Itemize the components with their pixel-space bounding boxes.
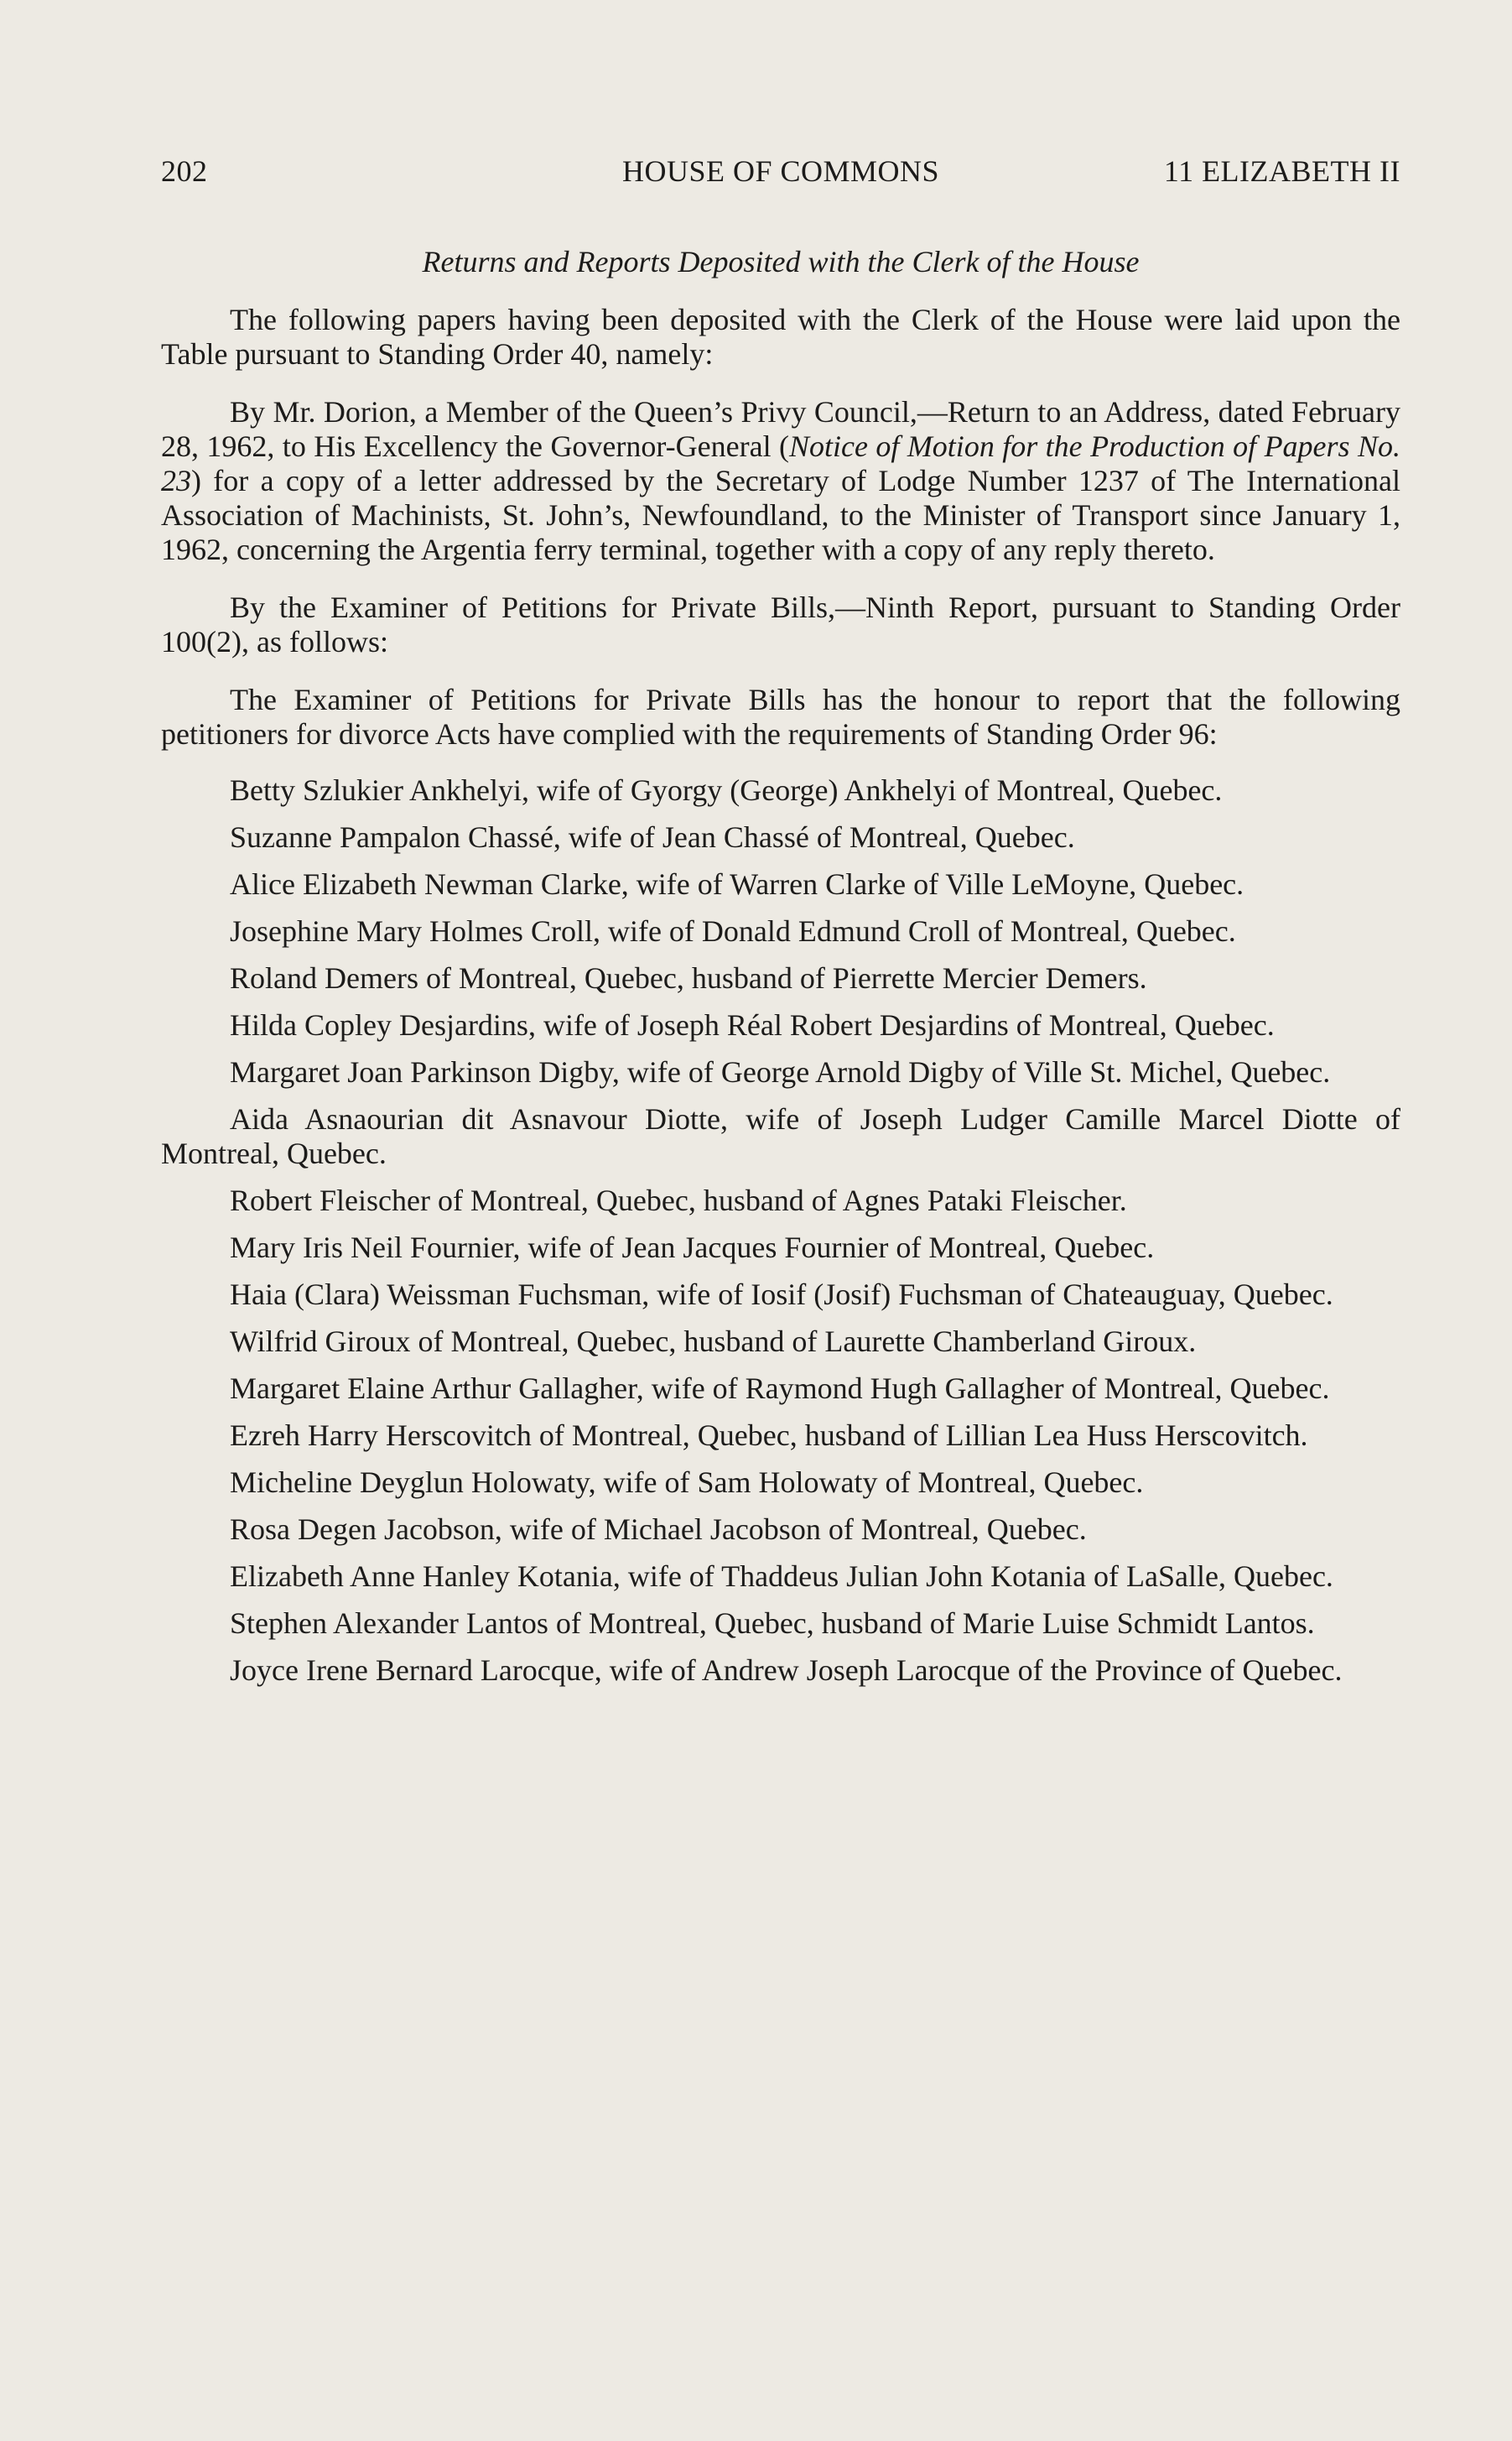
- section-title: Returns and Reports Deposited with the Clerk of the House: [422, 245, 1140, 278]
- intro-paragraph: The following papers having been deposited with the Clerk of the House were laid upon the Table pursuant to Standing Order 40, namely:: [161, 303, 1400, 371]
- petitioner-entry: Stephen Alexander Lantos of Montreal, Quebec, husband of Marie Luise Schmidt Lantos.: [230, 1606, 1315, 1640]
- petitioner-entry: Rosa Degen Jacobson, wife of Michael Jacobson of Montreal, Quebec.: [230, 1512, 1087, 1546]
- petitioner-entry: Margaret Joan Parkinson Digby, wife of George Arnold Digby of Ville St. Michel, Quebec.: [230, 1055, 1331, 1089]
- report-intro-paragraph: The Examiner of Petitions for Private Bills has the honour to report that the following petitioners for divorce Acts have complied with the requirements of Standing Order 96:: [161, 683, 1400, 751]
- page-header: [161, 154, 1400, 195]
- petitioner-entry: Roland Demers of Montreal, Quebec, husband of Pierrette Mercier Demers.: [230, 961, 1147, 995]
- petitioner-entry: Elizabeth Anne Hanley Kotania, wife of Thaddeus Julian John Kotania of LaSalle, Quebec.: [230, 1559, 1333, 1593]
- petitioner-list: [161, 773, 1400, 1688]
- session-label: 11 ELIZABETH II: [1163, 154, 1400, 188]
- petitioner-entry: Micheline Deyglun Holowaty, wife of Sam Holowaty of Montreal, Quebec.: [230, 1465, 1144, 1499]
- petitioner-entry: Joyce Irene Bernard Larocque, wife of Andrew Joseph Larocque of the Province of Quebec.: [230, 1653, 1343, 1687]
- petitioner-entry: Alice Elizabeth Newman Clarke, wife of Warren Clarke of Ville LeMoyne, Quebec.: [230, 867, 1244, 901]
- return-paragraph: [161, 395, 1400, 567]
- return-text-start: By Mr. Dorion, a Member of the Queen’s Privy Council,—Return to an Address, dated February 28, 1962, to His Excellency the Governor-General (: [161, 395, 1400, 463]
- petitioner-entry: Haia (Clara) Weissman Fuchsman, wife of Iosif (Josif) Fuchsman of Chateauguay, Quebec.: [230, 1278, 1333, 1311]
- petitioner-entry: Josephine Mary Holmes Croll, wife of Donald Edmund Croll of Montreal, Quebec.: [230, 914, 1236, 948]
- petitioner-entry: Suzanne Pampalon Chassé, wife of Jean Chassé of Montreal, Quebec.: [230, 820, 1075, 854]
- petitioner-entry: Aida Asnaourian dit Asnavour Diotte, wife of Joseph Ludger Camille Marcel Diotte of Montreal, Quebec.: [161, 1102, 1400, 1170]
- examiner-paragraph: By the Examiner of Petitions for Private Bills,—Ninth Report, pursuant to Standing Order 100(2), as follows:: [161, 591, 1400, 658]
- page-number: 202: [161, 154, 208, 188]
- petitioner-entry: Mary Iris Neil Fournier, wife of Jean Jacques Fournier of Montreal, Quebec.: [230, 1231, 1155, 1264]
- petitioner-entry: Robert Fleischer of Montreal, Quebec, husband of Agnes Pataki Fleischer.: [230, 1184, 1127, 1217]
- petitioner-entry: Betty Szlukier Ankhelyi, wife of Gyorgy (George) Ankhelyi of Montreal, Quebec.: [230, 773, 1223, 807]
- running-title: HOUSE OF COMMONS: [621, 154, 940, 188]
- petitioner-entry: Wilfrid Giroux of Montreal, Quebec, husband of Laurette Chamberland Giroux.: [230, 1325, 1197, 1358]
- return-text-end: ) for a copy of a letter addressed by the Secretary of Lodge Number 1237 of The International Association of Machinists, St. John’s, Newfoundland, to the Minister of Transport since January 1, 1962, concerning the Argentia ferry terminal, together with a copy of any reply thereto.: [161, 464, 1400, 566]
- notice-of-motion-reference: Notice of Motion for the Production of Papers No. 23: [161, 429, 1400, 497]
- page-body: [161, 245, 1400, 1688]
- petitioner-entry: Hilda Copley Desjardins, wife of Joseph Réal Robert Desjardins of Montreal, Quebec.: [230, 1008, 1275, 1042]
- petitioner-entry: Ezreh Harry Herscovitch of Montreal, Quebec, husband of Lillian Lea Huss Herscovitch.: [230, 1418, 1308, 1452]
- petitioner-entry: Margaret Elaine Arthur Gallagher, wife of Raymond Hugh Gallagher of Montreal, Quebec.: [230, 1371, 1330, 1405]
